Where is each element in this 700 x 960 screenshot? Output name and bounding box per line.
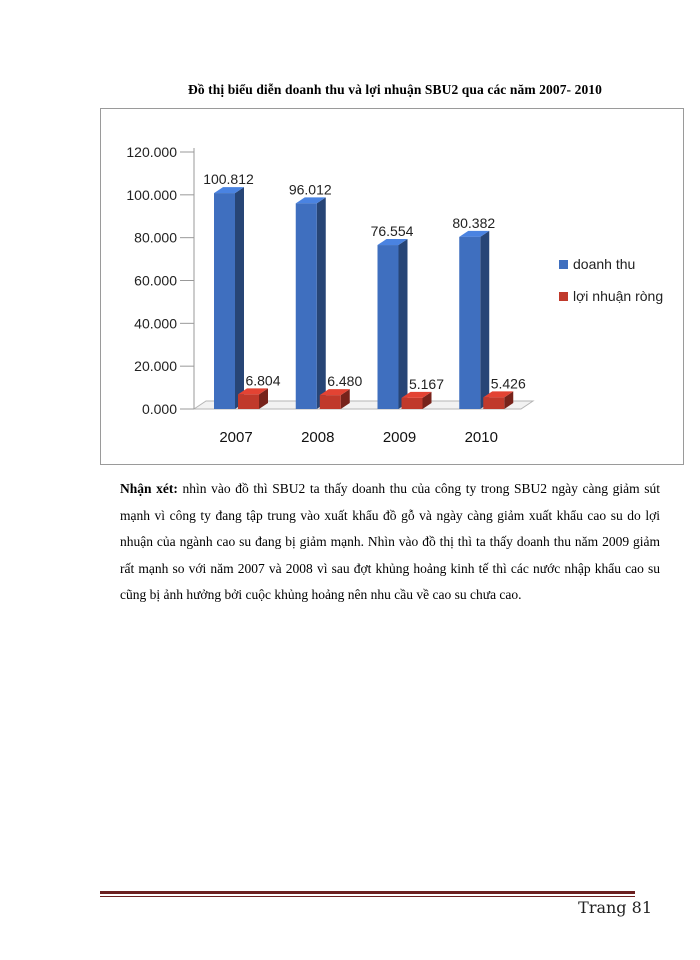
remarks-paragraph <box>120 476 660 609</box>
x-tick-label: 2007 <box>219 429 253 446</box>
revenue-bar <box>296 203 317 409</box>
profit-bar <box>483 397 504 409</box>
legend-swatch <box>559 292 568 301</box>
data-label: 80.382 <box>452 214 496 231</box>
y-tick-label: 60.000 <box>134 272 177 289</box>
data-label: 6.804 <box>245 372 281 389</box>
data-label: 5.426 <box>490 375 526 392</box>
x-tick-label: 2008 <box>301 429 335 446</box>
y-tick-label: 20.000 <box>134 358 177 375</box>
legend-label: doanh thu <box>573 256 636 272</box>
legend-swatch <box>559 260 568 269</box>
chart-caption: Đồ thị biểu diễn doanh thu và lợi nhuận SBU2 qua các năm 2007- 2010 <box>187 82 603 97</box>
footer-rule-thin <box>100 896 635 897</box>
bar-chart <box>101 109 685 466</box>
page-number: Trang 81 <box>578 898 652 917</box>
data-label: 96.012 <box>288 181 332 198</box>
remarks-label: Nhận xét: <box>120 481 178 496</box>
legend-label: lợi nhuận ròng <box>573 288 664 304</box>
revenue-bar <box>459 237 480 409</box>
data-label: 100.812 <box>203 171 254 188</box>
y-tick-label: 120.000 <box>126 144 177 160</box>
x-tick-label: 2009 <box>382 429 417 446</box>
bar-side <box>317 197 326 409</box>
bar-side <box>480 231 489 409</box>
remarks-text: nhìn vào đồ thì SBU2 ta thấy doanh thu của công ty trong SBU2 ngày càng giảm sút mạnh vì công ty đang tập trung vào xuất khẩu đồ gỗ và ngày càng giảm xuất khẩu cao su do lợi nhuận của ngành cao su đang bị giảm mạnh. Nhìn vào đồ thị thì ta thấy doanh thu năm 2009 giảm rất mạnh so với năm 2007 và 2008 vì sau đợt khủng hoảng kinh tế thì các nước nhập khẩu cao su cũng bị ảnh hưởng bởi cuộc khủng hoảng nên nhu cầu về cao su chưa cao. <box>120 481 660 602</box>
data-label: 76.554 <box>370 223 414 240</box>
y-tick-label: 100.000 <box>126 186 177 203</box>
profit-bar <box>238 394 259 409</box>
data-label: 6.480 <box>327 373 363 390</box>
data-label: 5.167 <box>408 375 445 392</box>
revenue-bar <box>214 193 235 409</box>
profit-bar <box>402 398 423 409</box>
revenue-bar <box>378 245 399 409</box>
y-tick-label: 0.000 <box>141 401 177 417</box>
y-tick-label: 80.000 <box>134 229 177 246</box>
footer-rule <box>100 891 635 894</box>
y-tick-label: 40.000 <box>134 315 177 332</box>
profit-bar <box>320 395 341 409</box>
bar-side <box>235 187 244 409</box>
chart-container <box>100 108 684 465</box>
x-tick-label: 2010 <box>464 429 498 446</box>
bar-side <box>399 239 408 409</box>
